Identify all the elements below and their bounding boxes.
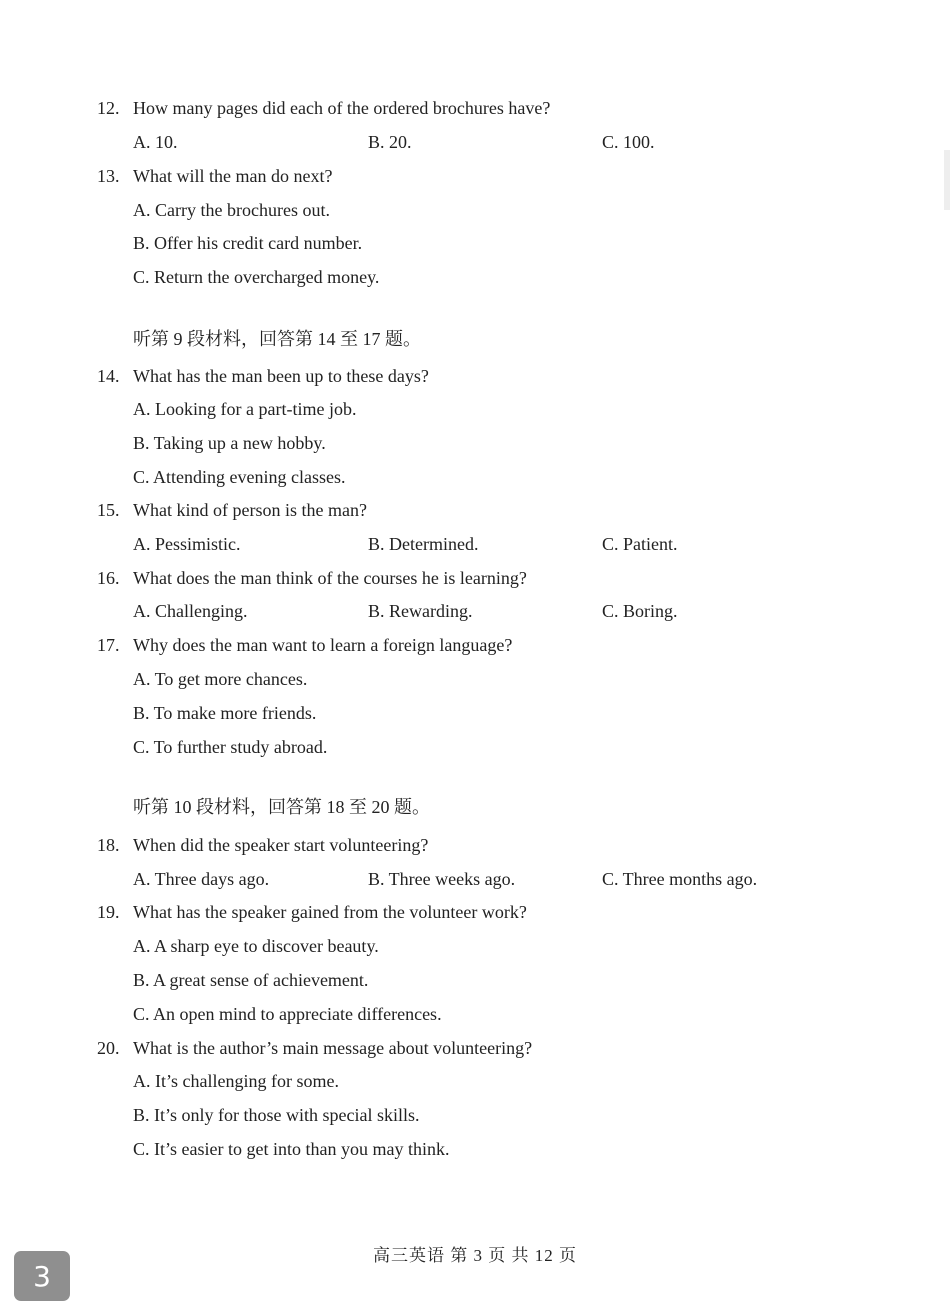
option-c-text: C. Return the overcharged money. <box>133 267 380 287</box>
question-number: 20. <box>97 1038 120 1058</box>
question-number: 13. <box>97 166 120 186</box>
option-a: A. Three days ago. <box>133 869 270 889</box>
question-number: 17. <box>97 635 120 655</box>
option-b-text: B. Taking up a new hobby. <box>133 433 326 453</box>
question-number: 19. <box>97 902 120 922</box>
option-b-text: B. To make more friends. <box>133 703 317 723</box>
question-number: 15. <box>97 500 120 520</box>
option-a: A. Pessimistic. <box>133 534 241 554</box>
question-text: What is the author’s main message about volunteering? <box>133 1038 533 1058</box>
question-text: What kind of person is the man? <box>133 500 367 520</box>
question-text: Why does the man want to learn a foreign language? <box>133 635 513 655</box>
option-a-text: A. It’s challenging for some. <box>133 1071 339 1091</box>
question-number: 12. <box>97 98 120 118</box>
page-edge-mark <box>944 150 950 210</box>
question-number: 14. <box>97 366 120 386</box>
option-a-text: A. To get more chances. <box>133 669 308 689</box>
option-a: A. Challenging. <box>133 601 248 621</box>
option-b: B. Three weeks ago. <box>368 869 516 889</box>
option-a-text: A. A sharp eye to discover beauty. <box>133 936 379 956</box>
question-text: How many pages did each of the ordered brochures have? <box>133 98 551 118</box>
option-b: B. Rewarding. <box>368 601 473 621</box>
option-b-text: B. A great sense of achievement. <box>133 970 369 990</box>
option-c: C. Three months ago. <box>602 869 758 889</box>
question-text: What has the speaker gained from the volunteer work? <box>133 902 527 922</box>
option-c-text: C. To further study abroad. <box>133 737 328 757</box>
option-c: C. Boring. <box>602 601 678 621</box>
question-number: 18. <box>97 835 120 855</box>
question-text: What has the man been up to these days? <box>133 366 429 386</box>
page-footer: 高三英语 第 3 页 共 12 页 <box>373 1246 577 1265</box>
question-number: 16. <box>97 568 120 588</box>
option-c: C. Patient. <box>602 534 678 554</box>
section-heading-9: 听第 9 段材料，回答第 14 至 17 题。 <box>133 329 421 349</box>
option-c-text: C. It’s easier to get into than you may think. <box>133 1139 450 1159</box>
question-text: What will the man do next? <box>133 166 333 186</box>
option-a-text: A. Looking for a part-time job. <box>133 399 357 419</box>
option-c-text: C. An open mind to appreciate differences. <box>133 1004 442 1024</box>
option-b-text: B. Offer his credit card number. <box>133 233 363 253</box>
question-text: What does the man think of the courses he is learning? <box>133 568 527 588</box>
option-b: B. 20. <box>368 132 412 152</box>
option-b: B. Determined. <box>368 534 479 554</box>
option-a: A. 10. <box>133 132 178 152</box>
page-number-badge: 3 <box>14 1251 70 1301</box>
question-text: When did the speaker start volunteering? <box>133 835 429 855</box>
option-b-text: B. It’s only for those with special skills. <box>133 1105 420 1125</box>
option-a-text: A. Carry the brochures out. <box>133 200 330 220</box>
option-c: C. 100. <box>602 132 655 152</box>
option-c-text: C. Attending evening classes. <box>133 467 346 487</box>
section-heading-10: 听第 10 段材料，回答第 18 至 20 题。 <box>133 797 430 817</box>
